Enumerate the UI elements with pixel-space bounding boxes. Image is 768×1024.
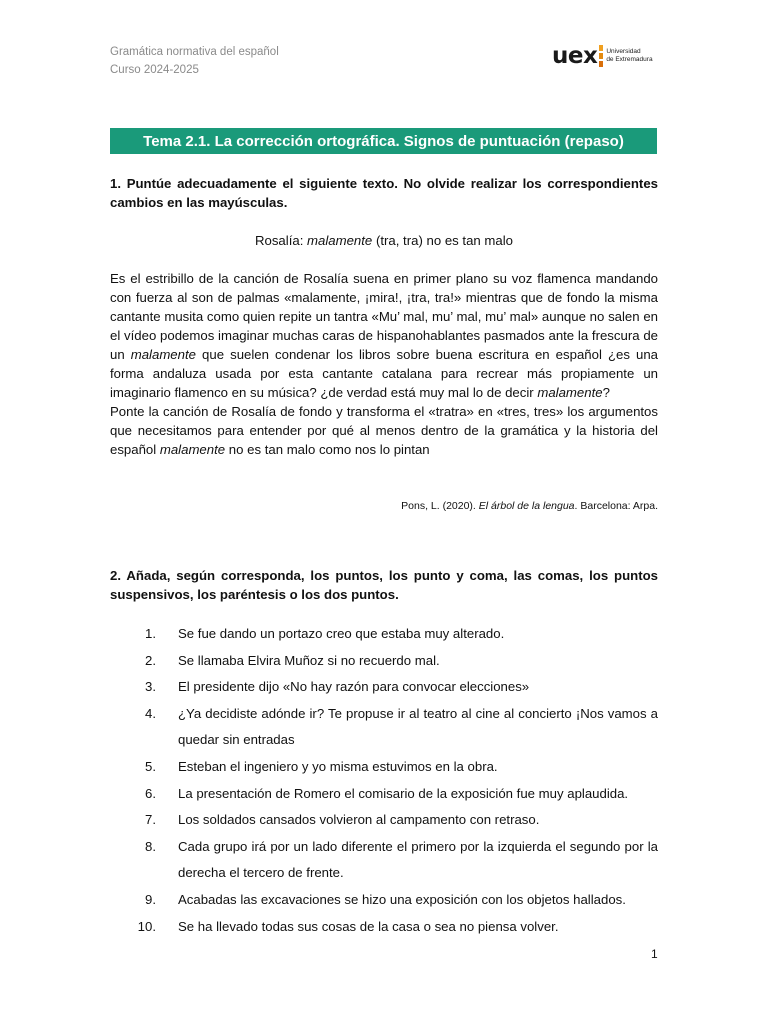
list-item-number: 4. — [145, 705, 156, 721]
exercise-1-text — [110, 269, 658, 459]
logo-accent-icon — [599, 44, 603, 68]
topic-title: Tema 2.1. La corrección ortográfica. Signos de puntuación (repaso) — [143, 132, 624, 150]
list-item — [110, 887, 658, 914]
list-item — [110, 781, 658, 808]
text-title-end: (tra, tra) no es tan malo — [372, 233, 514, 248]
paragraph-1 — [110, 269, 658, 402]
list-item-number: 8. — [145, 838, 156, 854]
list-item — [110, 754, 658, 781]
list-item-number: 3. — [145, 679, 156, 695]
text-title-start: Rosalía: — [254, 233, 308, 248]
list-item-number: 1. — [145, 626, 156, 641]
list-item-text: Esteban el ingeniero y yo misma estuvimos en la obra. — [178, 758, 498, 774]
logo-line-2: de Extremadura — [606, 56, 653, 63]
text-title-emphasis: malamente — [307, 233, 373, 248]
list-item-text: Cada grupo irá por un lado diferente el primero por la izquierda el segundo por la derecha el tercero de frente. — [178, 838, 658, 881]
list-item — [110, 914, 658, 941]
exercise-1-prompt: 1. Puntúe adecuadamente el siguiente texto. No olvide realizar los correspondientes cambios en las mayúsculas. — [110, 176, 658, 210]
paragraph-2 — [110, 402, 658, 459]
list-item — [110, 674, 658, 701]
citation-publisher: . Barcelona: Arpa. — [574, 500, 658, 512]
course-year: Curso 2024-2025 — [110, 64, 199, 76]
course-title: Gramática normativa del español — [110, 46, 279, 58]
topic-banner — [110, 128, 657, 154]
paragraph-2-part-a: Ponte la canción de Rosalía de fondo y transforma el «tratra» en «tres, tres» los argumentos que necesitamos para entender por qué al menos dentro de la gramática y la historia del español — [110, 404, 658, 457]
list-item-text: Se fue dando un portazo creo que estaba muy alterado. — [178, 626, 505, 641]
list-item-text: Se llamaba Elvira Muñoz si no recuerdo mal. — [178, 652, 440, 668]
paragraph-1-emphasis-1: malamente — [130, 347, 196, 362]
list-item-text: La presentación de Romero el comisario de la exposición fue muy aplaudida. — [178, 785, 629, 801]
citation-book-title: El árbol de la lengua — [478, 500, 575, 512]
exercise-2-prompt: 2. Añada, según corresponda, los puntos, los punto y coma, las comas, los puntos suspensivos, los paréntesis o los dos puntos. — [110, 568, 658, 602]
paragraph-2-part-b: no es tan malo como nos lo pintan — [225, 442, 430, 457]
list-item-text: ¿Ya decidiste adónde ir? Te propuse ir al teatro al cine al concierto ¡Nos vamos a quedar sin entradas — [178, 705, 658, 748]
logo-wordmark: uex — [552, 43, 598, 69]
paragraph-1-emphasis-2: malamente — [537, 385, 603, 400]
page-number: 1 — [651, 947, 658, 961]
list-item-number: 9. — [145, 891, 156, 907]
list-item-number: 6. — [145, 785, 156, 801]
list-item-text: El presidente dijo «No hay razón para convocar elecciones» — [178, 679, 530, 695]
text-title — [110, 231, 658, 250]
list-item — [110, 834, 658, 887]
citation — [110, 498, 658, 514]
paragraph-1-part-a: Es el estribillo de la canción de Rosalía suena en primer plano su voz flamenca mandando con fuerza al son de palmas «malamente, ¡mira!, ¡tra, tra!» mientras que de fondo la misma cantante musita como quien repite un tantra «Mu’ mal, mu’ mal, mu’ mal» aunque no salen en el vídeo podemos imaginar muchas caras de hispanohablantes pasmados ante la frescura de un — [110, 271, 658, 362]
list-item — [110, 701, 658, 754]
logo-line-1: Universidad — [606, 48, 641, 55]
list-item-text: Se ha llevado todas sus cosas de la casa o sea no piensa volver. — [178, 918, 559, 934]
logo-subtitle — [606, 48, 652, 64]
citation-author: Pons, L. (2020). — [401, 500, 479, 512]
list-item — [110, 621, 658, 648]
list-item-text: Los soldados cansados volvieron al campamento con retraso. — [178, 812, 540, 828]
university-logo — [552, 44, 653, 68]
paragraph-1-part-c: ? — [602, 385, 610, 400]
list-item-number: 5. — [145, 758, 156, 774]
list-item-text: Acabadas las excavaciones se hizo una exposición con los objetos hallados. — [178, 891, 626, 907]
list-item — [110, 648, 658, 675]
exercise-2-list — [110, 621, 658, 940]
course-header — [110, 43, 279, 79]
paragraph-2-emphasis: malamente — [159, 442, 226, 457]
list-item — [110, 807, 658, 834]
list-item-number: 10. — [137, 918, 156, 934]
list-item-number: 7. — [145, 812, 156, 828]
list-item-number: 2. — [145, 652, 156, 668]
paragraph-1-part-b: que suelen condenar los libros sobre buena escritura en español ¿es una forma andaluza usada por esta cantante catalana para recrear más propiamente un imaginario flamenco en su música? ¿de verdad está muy mal lo de decir — [110, 347, 658, 400]
